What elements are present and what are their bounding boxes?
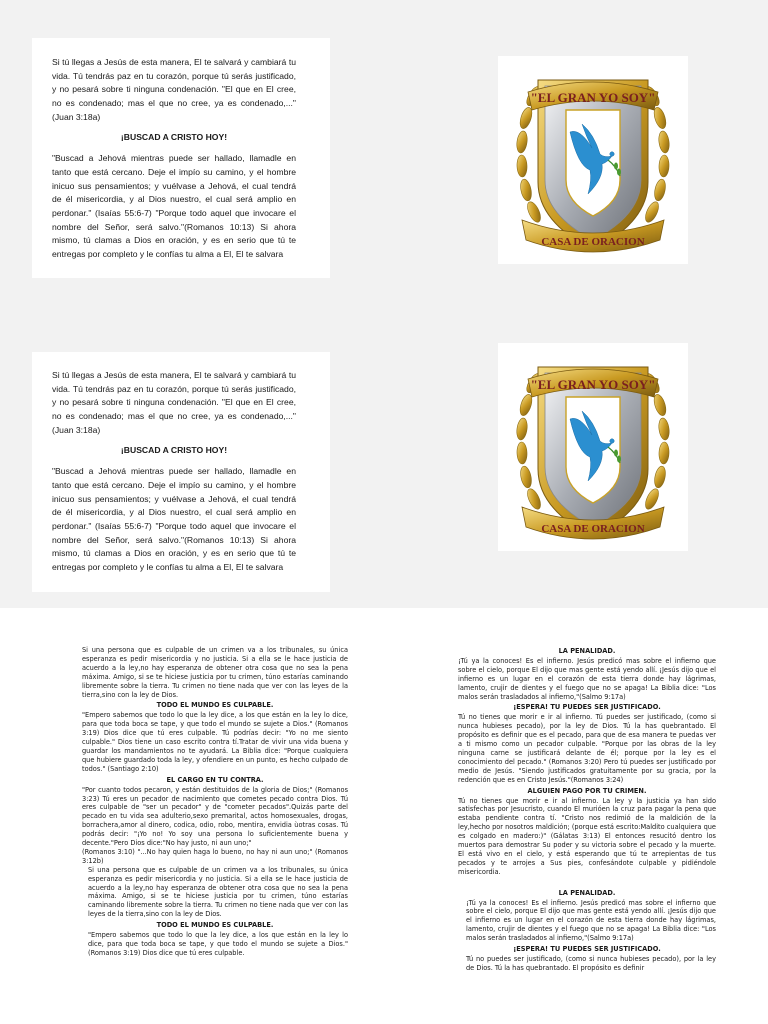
tract-block-2 [52, 369, 296, 575]
tract-block-1 [52, 56, 296, 262]
justified-paragraph: Tú no puedes ser justificado, (como si nunca hubieses pecado), por la ley de Dios. Tú la has quebrantado. El propósito es definir [466, 955, 716, 972]
justified-paragraph: Tú no tienes que morir e ir al infierno. Tú puedes ser justificado, (como si nunca hubieses pecado), por la ley de Dios. Tú la has quebrantado. El propósito es definir que es el pecado, para que de esa manera te puedas ver a ti mismo como un pecador culpable. "Porque por las obras de la ley ninguna carne se justificará delante de él; porque por la ley es el conocimiento del pecado." (Romanos 3:20) Pero tú puedes ser justificado por medio de Jesús. "Siendo justificados gratuitamente por su gracia, por la redención que es en Cristo Jesús."(Romanos 3:24) [458, 713, 716, 784]
tract-call-paragraph: "Buscad a Jehová mientras puede ser hallado, llamadle en tanto que está cercano. Deje el impío su camino, y el hombre inicuo sus pensamientos; y vuélvase a Jehová, el cual tendrá de él misericordia, y al Dios nuestro, el cual será amplio en perdonar." (Isaías 55:6-7) "Porque todo aquel que invocare el nombre del Señor, será salvo."(Romanos 10:13) Si ahora mismo, tú clamas a Dios en oración, y es en serio que tú te entregas por completo y le confías tu alma a El, El te salvara [52, 466, 296, 573]
section-heading: EL CARGO EN TU CONTRA. [166, 775, 264, 784]
charge-paragraph: "Por cuanto todos pecaron, y están destituidos de la gloria de Dios;" (Romanos 3:23) Tú eres un pecador de nacimiento que cometes pecado contra Dios. Tú eres culpable de "ser un pecador" y de "cometer pecados".Quizás parte del pecado en tu vida sea adulterio,sexo premarital, actos homosexuales, drogas, borrachera,amor al dinero, codica, odio, robo, mentira, envidia ùotras cosas. Tú podrás decir: "¡Yo no! Yo soy una persona lo suficientemente buena y decente."Pero Dios dice:"No hay justo, ni aun uno;" [82, 785, 348, 848]
section-heading: LA PENALIDAD. [558, 647, 616, 655]
tract-intro-paragraph: Si tú llegas a Jesús de esta manera, El te salvará y cambiará tu vida. Tú tendrás paz en tu corazón, porque tú serás justificado, y no pesará sobre ti ninguna condenación. "El que en El cree, no es condenado; mas el que no cree, ya es condenado,..." (Juan 3:18a) [52, 57, 296, 122]
section-heading: ALGUIEN PAGO POR TU CRIMEN. [527, 786, 647, 795]
section-heading: TODO EL MUNDO ES CULPABLE. [156, 921, 274, 930]
tract-heading: ¡BUSCAD A CRISTO HOY! [120, 131, 228, 142]
crime-paragraph: Si una persona que es culpable de un crimen va a los tribunales, su única esperanza es pedir misericordia y no justicia. Si a ella se le hace justicia de acuerdo a la ley,no hay esperanza de obtener otra cosa que no sea la pena máxima. Amigo, si se te hiciese justicia por tu crimen, túno estarías caminando libremente sobre la tierra. Tu crimen no tiene nada que ver con las leyes de la tierra,sino con la ley de Dios. [82, 646, 348, 699]
logo-bottom-text: CASA DE ORACION [541, 523, 645, 535]
left-text-column [82, 646, 348, 958]
church-logo-emblem [505, 62, 681, 262]
law-paragraph: "Empero sabemos que todo lo que la ley dice, a los que están en la ley lo dice, para que toda boca se tape, y que todo el mundo se sujete a Dios." (Romanos 3:19) Dios dice que tú eres culpable. Tú podrías decir: "Yo no me siento culpable." Dios tiene un caso escrito contra tí.Tratar de vivir una vida buena y guardar los mandamientos no te ayudará. La Biblia dice: "Porque cualquiera que hubiere guardado toda la ley, y ofendiere en un punto, es hecho culpado de todos." (Santiago 2:10) [82, 711, 348, 773]
church-logo-emblem [505, 349, 681, 549]
someone-paid-paragraph: Tú no tienes que morir e ir al infierno. La ley y la justicia ya han sido satisfechas por Jesucristo, cuando El murióen la cruz para pagar la pena que estaba pendiente contra tí. "Cristo nos redimió de la maldición de la ley,hecho por nosotros maldición; (porque está escrito:Maldito cualquiera que es colgado en madero:)" (Gálatas 3:13) El entonces resucitó dentro los muertos para demostrar Su poder y su victoria sobre el pecado y la muerte. El está vivo en el cielo, y está esperando que tú te arrepientas de tus pecados y te arrojes a Sus pies, confesándote culpable y pidiéndole misericordia. [458, 796, 716, 876]
tract-heading: ¡BUSCAD A CRISTO HOY! [120, 444, 228, 455]
section-heading: ¡ESPERA! TU PUEDES SER JUSTIFICADO. [513, 703, 661, 712]
tract-intro-paragraph: Si tú llegas a Jesús de esta manera, El te salvará y cambiará tu vida. Tú tendrás paz en tu corazón, porque tú serás justificado, y no pesará sobre ti ninguna condenación. "El que en El cree, no es condenado; mas el que no cree, ya es condenado,..." (Juan 3:18a) [52, 370, 296, 435]
penalty-paragraph: ¡Tú ya la conoces! Es el infierno. Jesús predicó mas sobre el infierno que sobre el cielo, porque El dijo que mas gente está yendo allí. ¡Jesús dijo que el infierno es un lugar en el corazón de esta tierra donde hay lágrimas, lamento, crujir de dientes y el fuego que no se apaga! La Biblia dice: "Los malos serán trasladados al infierno,"(Salmo 9:17a) [466, 898, 716, 943]
law-paragraph: "Empero sabemos que todo lo que la ley dice, a los que están en la ley lo dice, para que toda boca se tape, y que todo el mundo se sujete a Dios." (Romanos 3:19) Dios dice que tú eres culpable. [88, 931, 348, 957]
romans-paragraph: (Romanos 3:10) "...No hay quien haga lo bueno, no hay ni aun uno;" (Romanos 3:12b) [82, 847, 348, 865]
logo-top-text: "EL GRAN YO SOY" [530, 377, 656, 392]
section-heading: ¡ESPERA! TU PUEDES SER JUSTIFICADO. [513, 945, 661, 954]
section-heading: LA PENALIDAD. [558, 888, 616, 897]
logo-bottom-text: CASA DE ORACION [541, 236, 645, 248]
penalty-paragraph: ¡Tú ya la conoces! Es el infierno. Jesús predicó mas sobre el infierno que sobre el cielo, porque El dijo que mas gente está yendo allí. ¡Jesús dijo que el infierno es un lugar en el corazón de esta tierra donde hay lágrimas, lamento, crujir de dientes y el fuego que no se apaga! La Biblia dice: "Los malos serán trasladados al infierno,"(Salmo 9:17a) [458, 656, 716, 701]
right-text-column [458, 645, 716, 973]
crime-paragraph: Si una persona que es culpable de un crimen va a los tribunales, su única esperanza es pedir misericordia y no justicia. Si a ella se le hace justicia de acuerdo a la ley,no hay esperanza de obtener otra cosa que no sea la pena máxima. Amigo, si se te hiciese justicia por tu crimen, túno estarías caminando libremente sobre la tierra. Tu crimen no tiene nada que ver con las leyes de la tierra,sino con la ley de Dios. [88, 865, 348, 919]
section-heading: TODO EL MUNDO ES CULPABLE. [156, 701, 274, 710]
tract-call-paragraph: "Buscad a Jehová mientras puede ser hallado, llamadle en tanto que está cercano. Deje el impío su camino, y el hombre inicuo sus pensamientos; y vuélvase a Jehová, el cual tendrá de él misericordia, y al Dios nuestro, el cual será amplio en perdonar." (Isaías 55:6-7) "Porque todo aquel que invocare el nombre del Señor, será salvo."(Romanos 10:13) Si ahora mismo, tú clamas a Dios en oración, y es en serio que tú te entregas por completo y le confías tu alma a El, El te salvara [52, 153, 296, 260]
logo-top-text: "EL GRAN YO SOY" [530, 90, 656, 105]
